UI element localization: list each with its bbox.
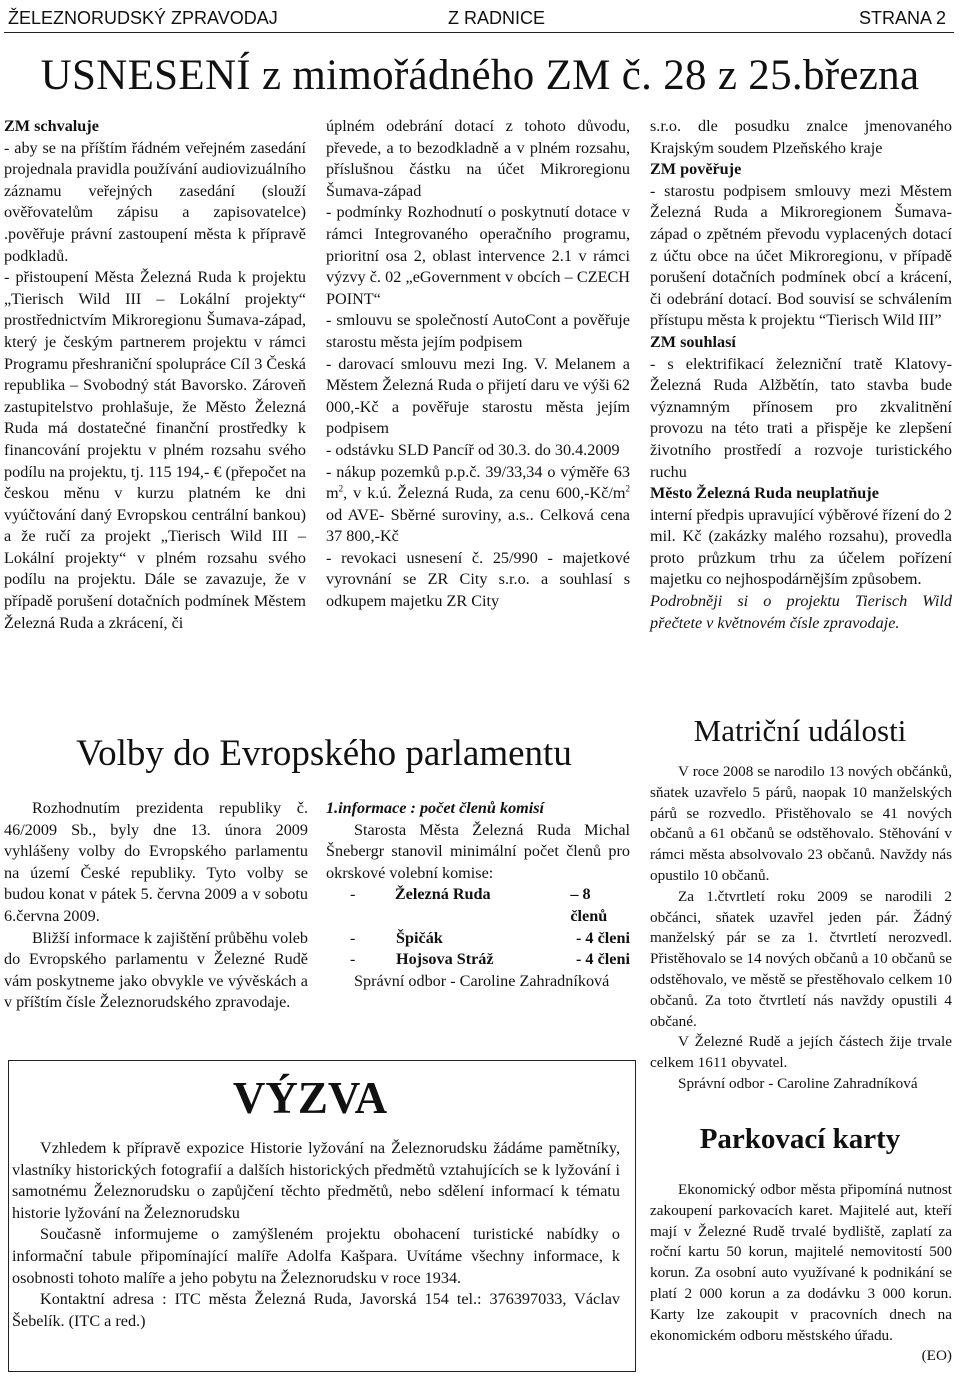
section-heading: ZM pověřuje [650,160,742,179]
signature: Správní odbor - Caroline Zahradníková [354,971,610,990]
paragraph: - aby se na příštím řádném veřejném zasedání projednala pravidla používání audiovizuálního záznamu veřejných zasedání (slouží ověřovatelům zápisu a zapisovatelce) .pověřuje právní zastoupení města k přípravě podkladů. [4,138,306,265]
paragraph: Vzhledem k přípravě expozice Historie lyžování na Železnorudsku žádáme pamětníky, vlastníky historických fotografií a dalších historických předmětů vztahujících se k lyžování i samotnému Železnorudsku o zapůjčení těchto předmětů, nebo sdělení informací k tématu historie lyžování na Železnorudsku [12,1139,620,1222]
commission-count: – 8 členů [570,885,608,925]
commission-name: Špičák [396,928,443,947]
commission-count: - 4 členi [576,950,630,969]
superscript: 2 [338,483,344,494]
volby-right-column [326,798,630,992]
list-dash: - [350,885,356,904]
main-headline: USNESENÍ z mimořádného ZM č. 28 z 25.března [40,52,920,99]
usneseni-column-3 [650,116,952,634]
text-run: od AVE- Sběrné suroviny, a.s.. Celková cena 37 800,-Kč [326,505,630,546]
matricni-column [650,762,952,1095]
paragraph: - starostu podpisem smlouvy mezi Městem Železná Ruda a Mikroregionem Šumava-západ o zpětném převodu vyplacených dotací z účtu obce na účet Mikroregionu, v případě porušení dotačních podmínek obcí a krácení, či odebrání dotací. Bod souvisí se schválením přístupu města k projektu “Tierisch Wild III” [650,181,952,330]
paragraph: úplném odebrání dotací z tohoto důvodu, převede, a to bezodkladně a v plném rozsahu, příslušnou částku na účet Mikroregionu Šumava-západ [326,117,630,200]
paragraph: Za 1.čtvrtletí roku 2009 se narodili 2 občánci, sňatek uzavřel jeden pár. Žádný manželský pár se za 1. čtvrtletí nerozvedl. Přistěhovalo se 14 nových občanů a 10 občanů se odstěhovalo, ve městě se přestěhovalo celkem 10 občanů. Za toto čtvrtletí nás navždy opustili 4 občané. [650,887,952,1030]
paragraph: - darovací smlouvu mezi Ing. V. Melanem a Městem Železná Ruda o přijetí daru ve výši 62 000,-Kč a pověřuje starostu města jejím podpisem [326,354,630,438]
paragraph: Starosta Města Železná Ruda Michal Šnebergr stanovil minimální počet členů pro okrskové volební komise: [326,820,630,882]
paragraph: V roce 2008 se narodilo 13 nových občánků, sňatek uzavřelo 5 párů, naopak 10 manželských párů se rozvedlo. Přistěhovalo se 41 nových občanů a 61 občanů se odstěhovalo. Stěhování v rámci města absolvovalo 23 občanů. Navždy nás opustilo 10 občanů. [650,763,952,884]
vyzva-text [12,1138,620,1332]
commission-name: Železná Ruda [394,885,491,904]
parkovaci-column [650,1180,952,1367]
list-dash: - [350,950,356,969]
signature: Správní odbor - Caroline Zahradníková [678,1074,918,1092]
parkovaci-title: Parkovací karty [699,1123,901,1155]
commission-row [350,949,630,971]
usneseni-column-2 [326,116,630,613]
paragraph: - podmínky Rozhodnutí o poskytnutí dotace v rámci Integrovaného operačního programu, prioritní osa 2, oblast intervence 2.1 v rámci výzvy č. 02 „eGovernment v obcích – CZECH POINT“ [326,203,630,308]
paragraph: s.r.o. dle posudku znalce jmenovaného Krajským soudem Plzeňského kraje [650,117,952,157]
text-run: , v k.ú. Železná Ruda, za cenu 600,-Kč/m [343,484,626,503]
paragraph: - revokaci usnesení č. 25/990 - majetkové vyrovnání se ZR City s.r.o. a souhlasí s odkupem majetku ZR City [326,548,630,611]
header-section: Z RADNICE [448,8,546,28]
signature: (EO) [921,1347,952,1365]
subheading: 1.informace : počet členů komisí [326,799,545,817]
vyzva-title: VÝZVA [232,1073,388,1123]
section-heading: ZM souhlasí [650,332,736,351]
paragraph: Kontaktní adresa : ITC města Železná Ruda, Javorská 154 tel.: 376397033, Václav Šebelík. (ITC a red.) [12,1290,620,1330]
paragraph: Bližší informace k zajištění průběhu voleb do Evropského parlamentu v Železné Rudě vám poskytneme jako obvykle ve vývěskách a v příštím čísle Železnorudského zpravodaje. [4,928,308,1012]
page-header [4,6,954,33]
header-publication-name: ŽELEZNORUDSKÝ ZPRAVODAJ [8,8,278,28]
commission-name: Hojsova Stráž [396,950,494,969]
paragraph: Současně informujeme o zamýšleném projektu obohacení turistické nabídky o informační tabule připomínající malíře Adolfa Kašpara. Uvítáme všechny informace, k osobnosti tohoto malíře a jeho pobytu na Železnorudsku v roce 1934. [12,1225,620,1287]
text-run: - nákup pozemků p.p.č. 39/33,34 o výměře 63 m [326,462,630,503]
commission-row [350,928,630,950]
usneseni-column-1 [4,116,306,634]
superscript: 2 [625,483,630,494]
paragraph: Rozhodnutím prezidenta republiky č. 46/2009 Sb., byly dne 13. února 2009 vyhlášeny volby do Evropského parlamentu na území České republiky. Tyto volby se budou konat v pátek 5. června 2009 a v sobotu 6.června 2009. [4,799,308,925]
volby-title: Volby do Evropského parlamentu [76,733,572,774]
section-heading: Město Železná Ruda neuplatňuje [650,484,879,503]
paragraph: - smlouvu se společností AutoCont a pověřuje starostu města jejím podpisem [326,311,630,351]
paragraph: - odstávku SLD Pancíř od 30.3. do 30.4.2009 [326,440,620,459]
paragraph: Ekonomický odbor města připomíná nutnost zakoupení parkovacích karet. Majitelé aut, kteří mají v Železné Rudě trvalé bydliště, zaplatí za roční kartu 50 korun, majitelé nemovitostí 500 korun. Za osobní auto využívané k podnikání se platí 2 000 korun a za dodávku 3 000 korun. Karty lze zakoupit v pracovních dnech na ekonomickém odboru městského úřadu. [650,1181,952,1344]
paragraph [326,462,630,548]
list-dash: - [350,928,356,947]
italic-note: Podrobněji si o projektu Tierisch Wild přečtete v květnovém čísle zpravodaje. [650,592,952,632]
paragraph: - přistoupení Města Železná Ruda k projektu „Tierisch Wild III – Lokální projekty“ prostřednictvím Mikroregionu Šumava-západ, který je českým partnerem projektu v rámci Programu přeshraniční spolupráce Cíl 3 Česká republika – Svobodný stát Bavorsko. Zároveň zastupitelstvo prohlašuje, že Město Železná Ruda má dostatečné finanční prostředky k financování projektu v plném rozsahu svého podílu na projektu, tj. 115 194,- € (přepočet na českou měnu v kurzu platném ke dni vyúčtování daný Evropskou centrální bankou) a že ručí za projekt „Tierisch Wild III – Lokální projekty“ v plném rozsahu svého podílu na projektu. Dále se zavazuje, že v případě porušení dotačních podmínek Městem Železná Ruda a zkrácení, či [4,268,306,632]
header-page-number: STRANA 2 [858,8,946,28]
matricni-title: Matriční události [693,713,907,748]
paragraph: V Železné Rudě a jejích částech žije trvale celkem 1611 obyvatel. [650,1033,952,1072]
volby-left-column [4,798,308,1014]
paragraph: interní předpis upravující výběrové řízení do 2 mil. Kč (zakázky malého rozsahu), provedla proto průzkum trhu za účelem pořízení majetku co nejhospodárnějším způsobem. [650,505,952,589]
commission-row [350,884,630,927]
section-heading: ZM schvaluje [4,117,99,135]
paragraph: - s elektrifikací železniční tratě Klatovy-Železná Ruda Alžbětín, tato stavba bude významným přínosem pro zkvalitnění provozu na této trati a přispěje ke zlepšení životního prostředí a rozvoje turistického ruchu [650,354,952,481]
commission-count: - 4 členi [576,928,630,947]
